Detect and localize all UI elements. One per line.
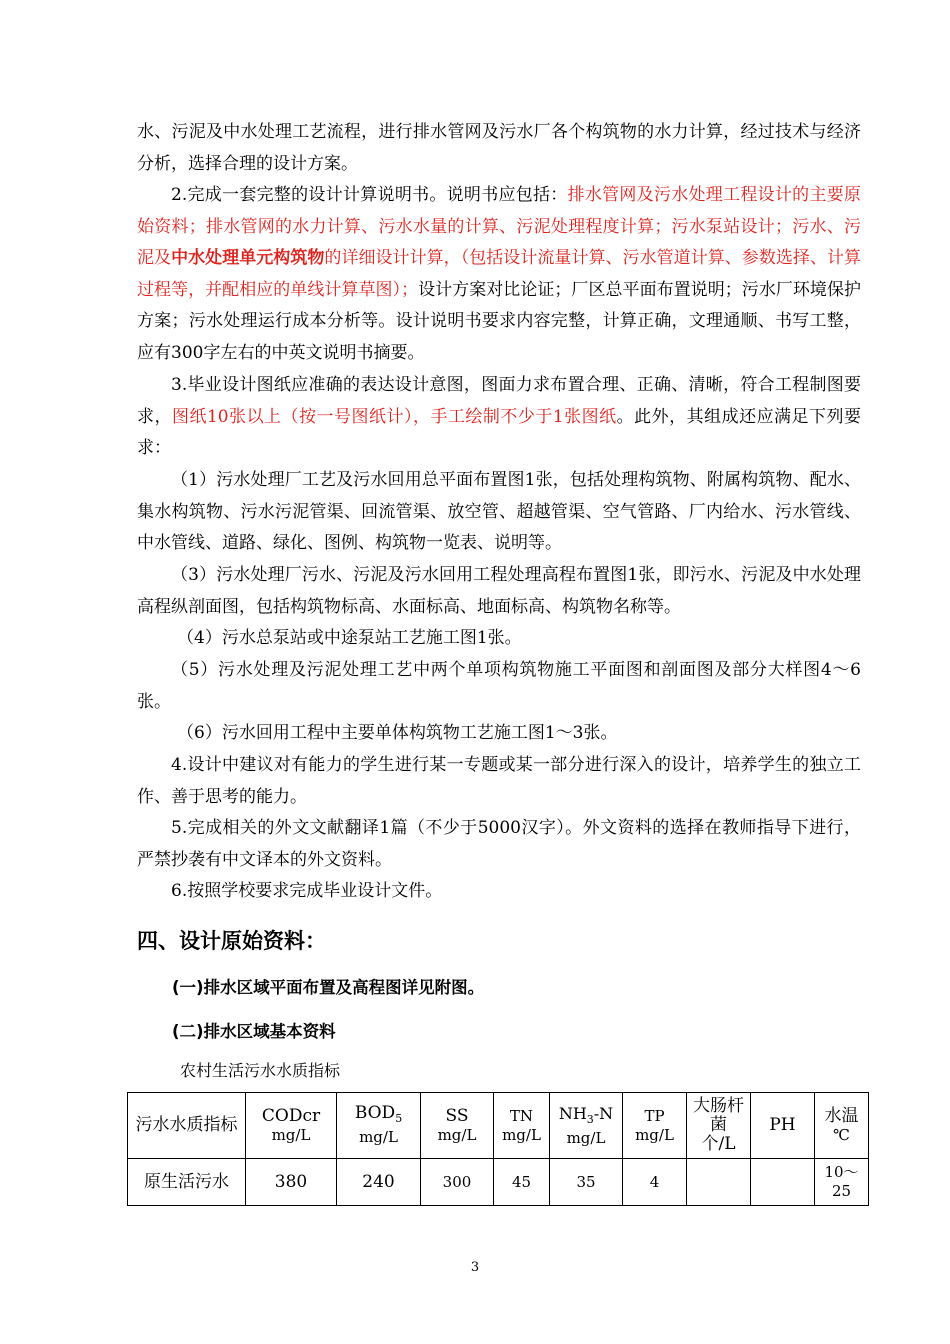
highlight-detailed-calc: 的详细设计计算，（包括设计流量计算、污水管道计算、参数选择、计算过程等，并配相应的单线计算草图）； — [137, 248, 862, 300]
paragraph-drawings: 3.毕业设计图纸应准确的表达设计意图，图面力求布置合理、正确、清晰，符合工程制图要求，图纸10张以上（按一号图纸计），手工绘制不少于1张图纸。此外，其组成还应满足下列要求： — [137, 375, 862, 458]
paragraph-drawing-1: （1）污水处理厂工艺及污水回用总平面布置图1张，包括处理构筑物、附属构筑物、配水、集水构筑物、污水污泥管渠、回流管渠、放空管、超越管渠、空气管路、厂内给水、污水管线、中水管线、道路、绿化、图例、构筑物一览表、说明等。 — [137, 470, 861, 553]
paragraph-process-flow: 水、污泥及中水处理工艺流程，进行排水管网及污水厂各个构筑物的水力计算，经过技术与经济分析，选择合理的设计方案。 — [137, 122, 861, 174]
table-cell: 380 — [246, 1159, 337, 1206]
table-row — [128, 1159, 869, 1206]
subsection-heading-1: (一)排水区域平面布置及高程图详见附图。 — [172, 978, 485, 997]
table-cell: 35 — [550, 1159, 623, 1206]
table-cell: 10～25 — [815, 1159, 869, 1206]
header-cell: TP mg/L — [623, 1093, 687, 1159]
table-header-row — [128, 1093, 869, 1159]
table-cell: 300 — [421, 1159, 494, 1206]
table-cell: 原生活污水 — [128, 1159, 246, 1206]
header-cell: 污水水质指标 — [128, 1093, 246, 1159]
paragraph-special-topic: 4.设计中建议对有能力的学生进行某一专题或某一部分进行深入的设计，培养学生的独立工作、善于思考的能力。 — [137, 755, 861, 807]
paragraph-drawing-5: （5）污水处理及污泥处理工艺中两个单项构筑物施工平面图和剖面图及部分大样图4～6张。 — [137, 660, 861, 712]
table-cell: 4 — [623, 1159, 687, 1206]
highlight-required-content: 排水管网及污水处理工程设计的主要原始资料；排水管网的水力计算、污水水量的计算、污泥处理程度计算；污水泵站设计；污水、污泥及 — [137, 185, 862, 268]
table-cell — [687, 1159, 751, 1206]
paragraph-translation: 5.完成相关的外文文献翻译1篇（不少于5000汉字）。外文资料的选择在教师指导下进行，严禁抄袭有中文译本的外文资料。 — [137, 818, 861, 870]
header-cell: CODcr mg/L — [246, 1093, 337, 1159]
highlight-reuse-units: 中水处理单元构筑物 — [171, 248, 325, 268]
header-cell: 大肠杆菌个/L — [687, 1093, 751, 1159]
header-cell: SS mg/L — [421, 1093, 494, 1159]
table-caption: 农村生活污水水质指标 — [180, 1061, 341, 1080]
header-cell: $BOD_5$ mg/L — [337, 1093, 421, 1159]
section-heading: 四、设计原始资料： — [137, 929, 326, 953]
header-cell: PH — [751, 1093, 815, 1159]
header-cell: 水温 ℃ — [815, 1093, 869, 1159]
paragraph-design-manual: 2.完成一套完整的设计计算说明书。说明书应包括：排水管网及污水处理工程设计的主要原始资料；排水管网的水力计算、污水水量的计算、污泥处理程度计算；污水泵站设计；污水、污泥及中水处理单元构筑物的详细设计计算，（包括设计流量计算、污水管道计算、参数选择、计算过程等，并配相应的单线计算草图）；设计方案对比论证；厂区总平面布置说明；污水厂环境保护方案；污水处理运行成本分析等。设计说明书要求内容完整，计算正确，文理通顺、书写工整，应有300字左右的中英文说明书摘要。 — [137, 185, 862, 363]
table-cell: 240 — [337, 1159, 421, 1206]
highlight-drawing-count: 图纸10张以上（按一号图纸计），手工绘制不少于1张图纸 — [171, 406, 617, 427]
header-cell: $NH_3-N$ mg/L — [550, 1093, 623, 1159]
subsection-heading-2: (二)排水区域基本资料 — [172, 1022, 336, 1041]
paragraph-drawing-4: （4）污水总泵站或中途泵站工艺施工图1张。 — [177, 628, 522, 648]
header-cell: TN mg/L — [494, 1093, 550, 1159]
water-quality-table — [127, 1092, 869, 1206]
table-cell: 45 — [494, 1159, 550, 1206]
table-cell — [751, 1159, 815, 1206]
page-number: 3 — [470, 1260, 480, 1275]
paragraph-drawing-3: （3）污水处理厂污水、污泥及污水回用工程处理高程布置图1张，即污水、污泥及中水处理高程纵剖面图，包括构筑物标高、水面标高、地面标高、构筑物名称等。 — [137, 565, 861, 617]
paragraph-drawing-6: （6）污水回用工程中主要单体构筑物工艺施工图1～3张。 — [177, 723, 618, 743]
paragraph-files: 6.按照学校要求完成毕业设计文件。 — [171, 881, 443, 901]
